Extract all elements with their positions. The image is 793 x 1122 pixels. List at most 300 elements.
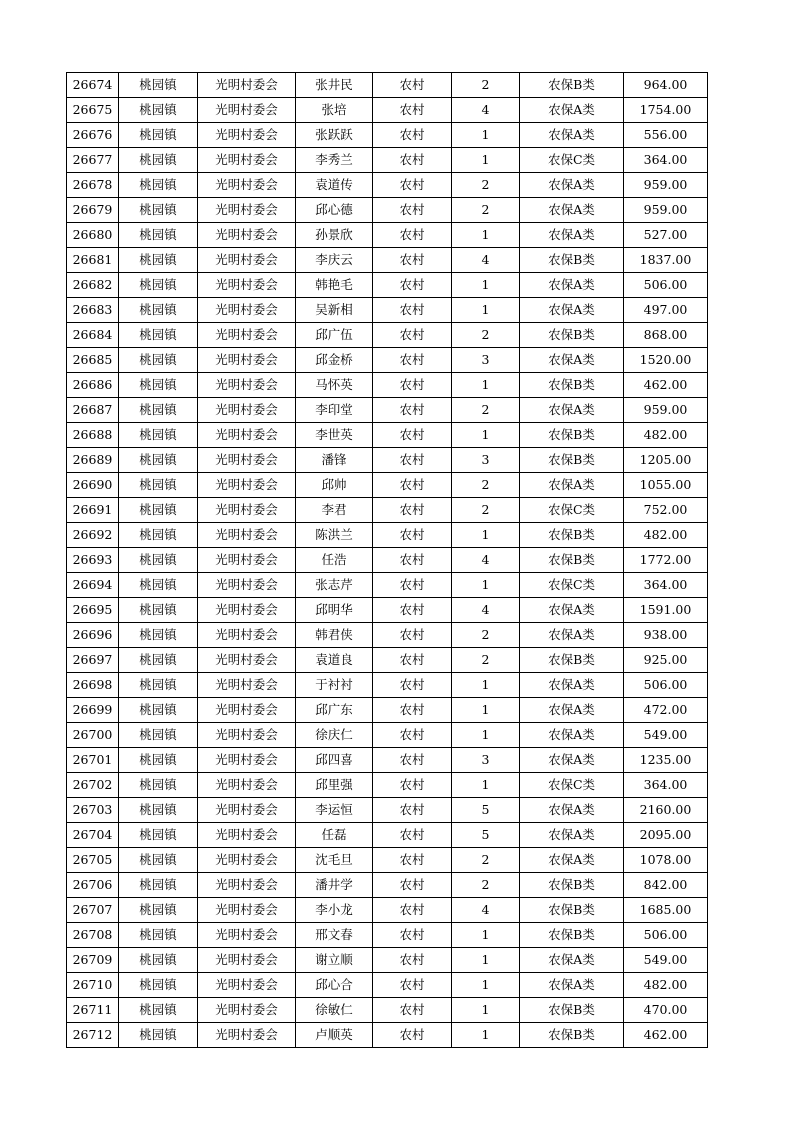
cell-name: 邱广东 [296,698,373,723]
cell-village-committee: 光明村委会 [198,998,296,1023]
cell-village-committee: 光明村委会 [198,773,296,798]
cell-village-committee: 光明村委会 [198,98,296,123]
cell-insurance-type: 农保A类 [520,848,624,873]
cell-area-type: 农村 [373,373,452,398]
cell-amount: 527.00 [624,223,708,248]
cell-area-type: 农村 [373,798,452,823]
cell-area-type: 农村 [373,973,452,998]
cell-record-id: 26700 [67,723,119,748]
cell-name: 吴新相 [296,298,373,323]
cell-insurance-type: 农保A类 [520,123,624,148]
cell-area-type: 农村 [373,348,452,373]
table-row [67,873,708,898]
cell-village-committee: 光明村委会 [198,873,296,898]
cell-village-committee: 光明村委会 [198,298,296,323]
cell-area-type: 农村 [373,823,452,848]
cell-insurance-type: 农保A类 [520,348,624,373]
cell-household-count: 3 [452,748,520,773]
cell-town: 桃园镇 [119,598,198,623]
cell-household-count: 1 [452,723,520,748]
cell-record-id: 26694 [67,573,119,598]
cell-area-type: 农村 [373,723,452,748]
table-row [67,498,708,523]
cell-insurance-type: 农保B类 [520,873,624,898]
cell-town: 桃园镇 [119,173,198,198]
cell-area-type: 农村 [373,548,452,573]
cell-town: 桃园镇 [119,248,198,273]
cell-amount: 959.00 [624,198,708,223]
cell-name: 陈洪兰 [296,523,373,548]
cell-household-count: 2 [452,323,520,348]
cell-name: 沈毛旦 [296,848,373,873]
cell-insurance-type: 农保C类 [520,773,624,798]
table-row [67,573,708,598]
cell-insurance-type: 农保B类 [520,73,624,98]
cell-area-type: 农村 [373,423,452,448]
cell-record-id: 26708 [67,923,119,948]
cell-record-id: 26684 [67,323,119,348]
cell-record-id: 26698 [67,673,119,698]
table-row [67,298,708,323]
cell-record-id: 26701 [67,748,119,773]
cell-town: 桃园镇 [119,198,198,223]
cell-town: 桃园镇 [119,473,198,498]
cell-amount: 462.00 [624,373,708,398]
cell-amount: 506.00 [624,273,708,298]
cell-record-id: 26682 [67,273,119,298]
cell-name: 潘井学 [296,873,373,898]
cell-area-type: 农村 [373,473,452,498]
cell-town: 桃园镇 [119,523,198,548]
cell-insurance-type: 农保A类 [520,198,624,223]
cell-household-count: 4 [452,248,520,273]
table-row [67,423,708,448]
cell-area-type: 农村 [373,323,452,348]
cell-name: 张井民 [296,73,373,98]
table-row [67,448,708,473]
cell-town: 桃园镇 [119,748,198,773]
cell-household-count: 1 [452,273,520,298]
cell-village-committee: 光明村委会 [198,473,296,498]
cell-record-id: 26674 [67,73,119,98]
cell-household-count: 2 [452,473,520,498]
cell-area-type: 农村 [373,648,452,673]
cell-town: 桃园镇 [119,773,198,798]
cell-village-committee: 光明村委会 [198,273,296,298]
table-row [67,373,708,398]
cell-amount: 549.00 [624,723,708,748]
cell-household-count: 2 [452,173,520,198]
cell-area-type: 农村 [373,223,452,248]
table-row [67,473,708,498]
cell-name: 任浩 [296,548,373,573]
cell-village-committee: 光明村委会 [198,623,296,648]
cell-amount: 868.00 [624,323,708,348]
cell-household-count: 1 [452,973,520,998]
cell-amount: 752.00 [624,498,708,523]
cell-record-id: 26691 [67,498,119,523]
table-row [67,348,708,373]
cell-name: 邱金桥 [296,348,373,373]
cell-record-id: 26705 [67,848,119,873]
cell-record-id: 26706 [67,873,119,898]
cell-household-count: 2 [452,623,520,648]
table-row [67,673,708,698]
cell-town: 桃园镇 [119,348,198,373]
table-row [67,923,708,948]
cell-area-type: 农村 [373,898,452,923]
cell-amount: 938.00 [624,623,708,648]
cell-area-type: 农村 [373,73,452,98]
cell-insurance-type: 农保A类 [520,698,624,723]
cell-household-count: 1 [452,148,520,173]
cell-household-count: 1 [452,948,520,973]
cell-record-id: 26680 [67,223,119,248]
cell-household-count: 1 [452,1023,520,1048]
cell-insurance-type: 农保A类 [520,723,624,748]
cell-insurance-type: 农保A类 [520,473,624,498]
cell-amount: 1055.00 [624,473,708,498]
cell-insurance-type: 农保B类 [520,648,624,673]
cell-area-type: 农村 [373,448,452,473]
cell-record-id: 26681 [67,248,119,273]
table-row [67,223,708,248]
cell-household-count: 2 [452,873,520,898]
cell-amount: 549.00 [624,948,708,973]
cell-town: 桃园镇 [119,673,198,698]
cell-household-count: 1 [452,998,520,1023]
cell-town: 桃园镇 [119,648,198,673]
cell-town: 桃园镇 [119,898,198,923]
cell-insurance-type: 农保A类 [520,623,624,648]
cell-town: 桃园镇 [119,873,198,898]
cell-amount: 1685.00 [624,898,708,923]
cell-insurance-type: 农保A类 [520,948,624,973]
cell-record-id: 26676 [67,123,119,148]
cell-household-count: 1 [452,298,520,323]
cell-household-count: 5 [452,823,520,848]
table-row [67,1023,708,1048]
cell-amount: 1754.00 [624,98,708,123]
cell-insurance-type: 农保B类 [520,998,624,1023]
cell-insurance-type: 农保B类 [520,1023,624,1048]
cell-amount: 462.00 [624,1023,708,1048]
table-row [67,173,708,198]
cell-household-count: 1 [452,698,520,723]
cell-name: 徐庆仁 [296,723,373,748]
cell-record-id: 26678 [67,173,119,198]
table-row [67,598,708,623]
cell-name: 张跃跃 [296,123,373,148]
cell-village-committee: 光明村委会 [198,198,296,223]
cell-record-id: 26693 [67,548,119,573]
cell-amount: 1205.00 [624,448,708,473]
cell-area-type: 农村 [373,148,452,173]
table-row [67,623,708,648]
cell-village-committee: 光明村委会 [198,448,296,473]
cell-town: 桃园镇 [119,223,198,248]
cell-household-count: 2 [452,648,520,673]
cell-name: 张培 [296,98,373,123]
cell-town: 桃园镇 [119,548,198,573]
cell-area-type: 农村 [373,848,452,873]
cell-record-id: 26710 [67,973,119,998]
cell-amount: 842.00 [624,873,708,898]
table-row [67,123,708,148]
table-row [67,998,708,1023]
cell-amount: 2095.00 [624,823,708,848]
cell-insurance-type: 农保A类 [520,823,624,848]
cell-village-committee: 光明村委会 [198,573,296,598]
cell-insurance-type: 农保B类 [520,423,624,448]
table-row [67,148,708,173]
cell-village-committee: 光明村委会 [198,173,296,198]
cell-amount: 1772.00 [624,548,708,573]
cell-village-committee: 光明村委会 [198,823,296,848]
cell-amount: 1837.00 [624,248,708,273]
cell-household-count: 2 [452,73,520,98]
cell-name: 邱心合 [296,973,373,998]
cell-amount: 1520.00 [624,348,708,373]
cell-town: 桃园镇 [119,698,198,723]
cell-town: 桃园镇 [119,373,198,398]
cell-name: 邢文春 [296,923,373,948]
table-row [67,773,708,798]
cell-area-type: 农村 [373,698,452,723]
cell-household-count: 2 [452,198,520,223]
cell-area-type: 农村 [373,248,452,273]
cell-name: 李君 [296,498,373,523]
cell-town: 桃园镇 [119,73,198,98]
cell-area-type: 农村 [373,948,452,973]
cell-area-type: 农村 [373,748,452,773]
cell-town: 桃园镇 [119,498,198,523]
cell-record-id: 26686 [67,373,119,398]
cell-name: 邱心德 [296,198,373,223]
cell-town: 桃园镇 [119,148,198,173]
cell-record-id: 26685 [67,348,119,373]
cell-record-id: 26690 [67,473,119,498]
cell-household-count: 1 [452,923,520,948]
table-row [67,648,708,673]
cell-town: 桃园镇 [119,273,198,298]
cell-area-type: 农村 [373,1023,452,1048]
cell-record-id: 26696 [67,623,119,648]
cell-name: 袁道传 [296,173,373,198]
cell-household-count: 1 [452,223,520,248]
cell-name: 李庆云 [296,248,373,273]
cell-town: 桃园镇 [119,123,198,148]
cell-household-count: 1 [452,423,520,448]
cell-record-id: 26695 [67,598,119,623]
cell-town: 桃园镇 [119,298,198,323]
cell-record-id: 26697 [67,648,119,673]
cell-amount: 482.00 [624,423,708,448]
cell-area-type: 农村 [373,523,452,548]
cell-village-committee: 光明村委会 [198,498,296,523]
table-row [67,898,708,923]
cell-name: 李小龙 [296,898,373,923]
table-row [67,398,708,423]
cell-town: 桃园镇 [119,798,198,823]
cell-record-id: 26712 [67,1023,119,1048]
table-row [67,748,708,773]
cell-amount: 959.00 [624,398,708,423]
cell-record-id: 26687 [67,398,119,423]
cell-record-id: 26683 [67,298,119,323]
cell-area-type: 农村 [373,998,452,1023]
cell-amount: 959.00 [624,173,708,198]
cell-name: 于衬衬 [296,673,373,698]
cell-household-count: 2 [452,398,520,423]
cell-amount: 1078.00 [624,848,708,873]
cell-insurance-type: 农保A类 [520,973,624,998]
cell-record-id: 26689 [67,448,119,473]
cell-area-type: 农村 [373,673,452,698]
cell-household-count: 1 [452,523,520,548]
cell-insurance-type: 农保B类 [520,448,624,473]
cell-insurance-type: 农保A类 [520,398,624,423]
table-row [67,248,708,273]
cell-amount: 482.00 [624,523,708,548]
cell-insurance-type: 农保A类 [520,598,624,623]
cell-town: 桃园镇 [119,98,198,123]
table-row [67,848,708,873]
cell-insurance-type: 农保B类 [520,548,624,573]
cell-insurance-type: 农保B类 [520,373,624,398]
cell-insurance-type: 农保A类 [520,298,624,323]
cell-town: 桃园镇 [119,448,198,473]
cell-town: 桃园镇 [119,923,198,948]
cell-area-type: 农村 [373,773,452,798]
cell-village-committee: 光明村委会 [198,673,296,698]
cell-village-committee: 光明村委会 [198,923,296,948]
cell-village-committee: 光明村委会 [198,798,296,823]
table-row [67,523,708,548]
cell-record-id: 26707 [67,898,119,923]
cell-name: 孙景欣 [296,223,373,248]
cell-insurance-type: 农保A类 [520,748,624,773]
cell-name: 谢立顺 [296,948,373,973]
cell-name: 袁道良 [296,648,373,673]
cell-area-type: 农村 [373,398,452,423]
cell-village-committee: 光明村委会 [198,848,296,873]
cell-insurance-type: 农保A类 [520,173,624,198]
table-row [67,798,708,823]
cell-village-committee: 光明村委会 [198,348,296,373]
cell-amount: 497.00 [624,298,708,323]
cell-town: 桃园镇 [119,823,198,848]
table-row [67,198,708,223]
cell-household-count: 4 [452,598,520,623]
cell-village-committee: 光明村委会 [198,648,296,673]
cell-record-id: 26709 [67,948,119,973]
cell-amount: 364.00 [624,773,708,798]
cell-area-type: 农村 [373,198,452,223]
cell-insurance-type: 农保A类 [520,273,624,298]
cell-amount: 482.00 [624,973,708,998]
cell-area-type: 农村 [373,598,452,623]
cell-town: 桃园镇 [119,1023,198,1048]
cell-record-id: 26711 [67,998,119,1023]
cell-village-committee: 光明村委会 [198,548,296,573]
cell-area-type: 农村 [373,873,452,898]
cell-record-id: 26699 [67,698,119,723]
cell-household-count: 1 [452,673,520,698]
cell-insurance-type: 农保B类 [520,248,624,273]
cell-name: 李印堂 [296,398,373,423]
cell-area-type: 农村 [373,123,452,148]
cell-village-committee: 光明村委会 [198,123,296,148]
cell-town: 桃园镇 [119,948,198,973]
cell-insurance-type: 农保A类 [520,798,624,823]
cell-amount: 964.00 [624,73,708,98]
cell-name: 邱帅 [296,473,373,498]
cell-amount: 1591.00 [624,598,708,623]
cell-household-count: 3 [452,348,520,373]
cell-household-count: 3 [452,448,520,473]
cell-area-type: 农村 [373,173,452,198]
cell-village-committee: 光明村委会 [198,698,296,723]
cell-name: 邱广伍 [296,323,373,348]
roster-table-body [67,73,708,1048]
cell-village-committee: 光明村委会 [198,148,296,173]
cell-town: 桃园镇 [119,848,198,873]
cell-insurance-type: 农保C类 [520,573,624,598]
cell-name: 张志芹 [296,573,373,598]
cell-town: 桃园镇 [119,323,198,348]
table-row [67,73,708,98]
cell-amount: 925.00 [624,648,708,673]
cell-record-id: 26677 [67,148,119,173]
cell-record-id: 26703 [67,798,119,823]
cell-insurance-type: 农保B类 [520,523,624,548]
cell-village-committee: 光明村委会 [198,898,296,923]
cell-village-committee: 光明村委会 [198,323,296,348]
cell-insurance-type: 农保B类 [520,923,624,948]
cell-name: 韩君侠 [296,623,373,648]
cell-amount: 556.00 [624,123,708,148]
cell-amount: 506.00 [624,673,708,698]
cell-village-committee: 光明村委会 [198,598,296,623]
cell-insurance-type: 农保A类 [520,223,624,248]
table-row [67,273,708,298]
cell-household-count: 4 [452,548,520,573]
cell-village-committee: 光明村委会 [198,373,296,398]
cell-area-type: 农村 [373,923,452,948]
cell-name: 韩艳毛 [296,273,373,298]
cell-record-id: 26688 [67,423,119,448]
cell-household-count: 2 [452,848,520,873]
cell-name: 李秀兰 [296,148,373,173]
table-row [67,698,708,723]
table-row [67,98,708,123]
cell-amount: 364.00 [624,148,708,173]
cell-area-type: 农村 [373,273,452,298]
cell-amount: 1235.00 [624,748,708,773]
cell-record-id: 26702 [67,773,119,798]
cell-village-committee: 光明村委会 [198,948,296,973]
cell-name: 邱四喜 [296,748,373,773]
cell-household-count: 1 [452,123,520,148]
table-row [67,823,708,848]
cell-town: 桃园镇 [119,723,198,748]
cell-village-committee: 光明村委会 [198,223,296,248]
table-row [67,323,708,348]
cell-household-count: 1 [452,573,520,598]
cell-town: 桃园镇 [119,573,198,598]
cell-name: 潘锋 [296,448,373,473]
